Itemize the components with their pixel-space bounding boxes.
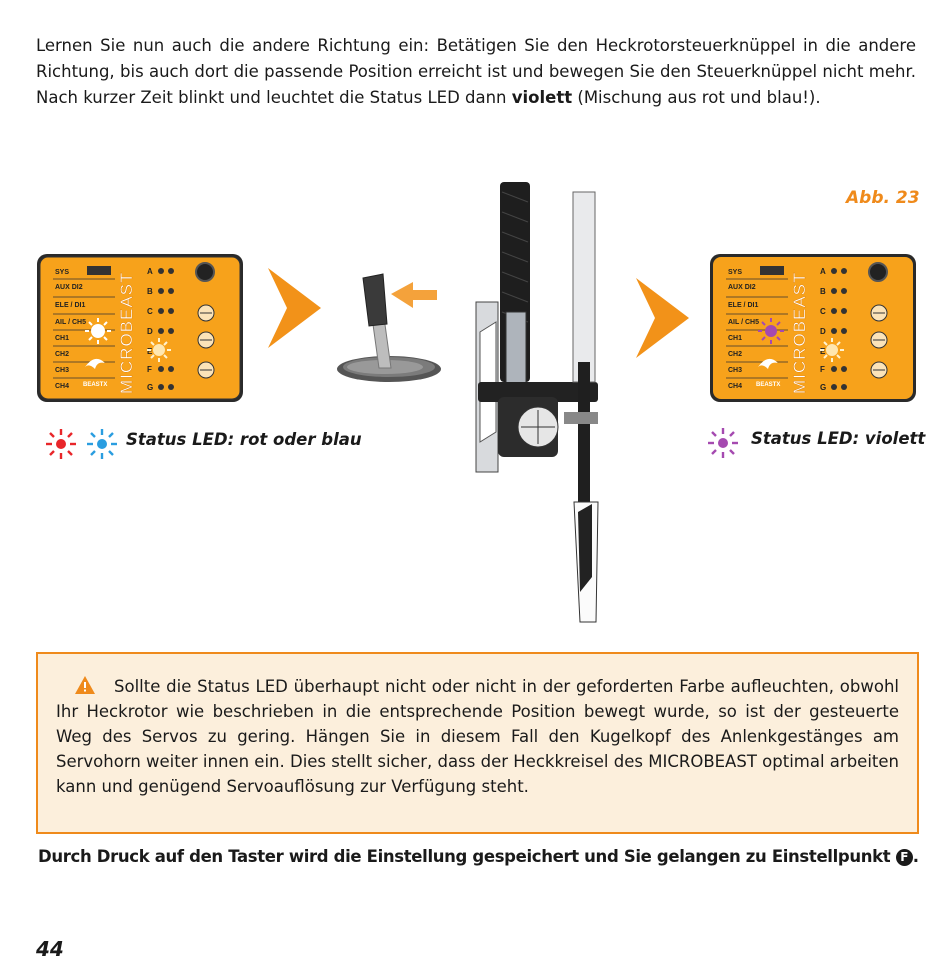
warning-text-paragraph (56, 674, 899, 799)
warning-box (36, 652, 919, 834)
channel-letter: B (147, 287, 153, 296)
channel-letter: C (820, 307, 826, 316)
row-label: CH3 (55, 367, 70, 374)
row-label: CH4 (55, 383, 70, 390)
led-blue-icon (85, 427, 119, 461)
warning-triangle-icon (74, 675, 96, 695)
row-label: CH4 (728, 383, 743, 390)
row-label: AIL / CH5 (55, 319, 86, 326)
brand-vertical: MICROBEAST (117, 271, 136, 394)
intro-text: Lernen Sie nun auch die andere Richtung ein: Betätigen Sie den Heckrotorsteuerknüppel in die andere Richtung, bis auch dort die passende Position erreicht ist und bewegen Sie den Steuerknüppel nicht mehr. Nach kurzer Zeit blinkt und leuchtet die Status LED dann (36, 36, 916, 107)
row-label: CH2 (728, 351, 743, 358)
row-label: AIL / CH5 (728, 319, 759, 326)
step-f-icon: F (896, 849, 913, 866)
intro-paragraph (36, 33, 916, 111)
logo-text: BEASTX (756, 382, 781, 388)
small-arrow-left-icon (391, 282, 437, 308)
row-label: CH2 (55, 351, 70, 358)
tail-rotor-assembly-image (468, 182, 618, 637)
row-label: ELE / DI1 (728, 302, 759, 309)
instruction-line (38, 847, 919, 866)
brand-vertical: MICROBEAST (790, 271, 809, 394)
channel-letter: F (820, 365, 825, 374)
microbeast-module-left (35, 252, 245, 404)
row-label: CH3 (728, 367, 743, 374)
channel-letter: C (147, 307, 153, 316)
row-label: SYS (55, 269, 70, 276)
channel-letter: F (147, 365, 152, 374)
row-label: AUX DI2 (55, 284, 83, 291)
channel-letter: G (820, 383, 827, 392)
channel-letter: A (147, 267, 153, 276)
intro-text-end: (Mischung aus rot und blau!). (572, 88, 821, 107)
caption-status-led-left: Status LED: rot oder blau (126, 430, 362, 449)
channel-letter: D (820, 327, 826, 336)
channel-letter: G (147, 383, 154, 392)
row-label: AUX DI2 (728, 284, 756, 291)
led-red-icon (44, 427, 78, 461)
channel-letter: A (820, 267, 826, 276)
row-label: CH1 (55, 335, 70, 342)
figure-label: Abb. 23 (846, 188, 920, 208)
instruction-end: . (912, 847, 919, 866)
arrow-right-icon (265, 268, 325, 348)
channel-letter: E (820, 347, 826, 356)
channel-letter: E (147, 347, 153, 356)
row-label: ELE / DI1 (55, 302, 86, 309)
led-violet-icon (706, 426, 740, 460)
control-stick-icon (333, 268, 448, 388)
channel-letter: D (147, 327, 153, 336)
caption-status-led-right: Status LED: violett (751, 429, 926, 448)
page-number: 44 (36, 937, 64, 961)
row-label: SYS (728, 269, 743, 276)
microbeast-module-right (708, 252, 918, 404)
arrow-right-icon (633, 278, 693, 358)
logo-text: BEASTX (83, 382, 108, 388)
instruction-text: Durch Druck auf den Taster wird die Einstellung gespeichert und Sie gelangen zu Einstellpunkt (38, 847, 896, 866)
warning-text: Sollte die Status LED überhaupt nicht oder nicht in der geforderten Farbe aufleuchten, obwohl Ihr Heckrotor wie beschrieben in die entsprechende Position bewegt wurde, so ist der gesteuerte Weg des Servos zu gering. Hängen Sie in diesem Fall den Kugelkopf des Anlenkgestänges am Servohorn weiter innen ein. Dies stellt sicher, dass der Heckkreisel des MICROBEAST optimal arbeiten kann und genügend Servoauflösung zur Verfügung steht. (56, 677, 899, 796)
row-label: CH1 (728, 335, 743, 342)
channel-letter: B (820, 287, 826, 296)
intro-bold-word: violett (511, 88, 573, 107)
